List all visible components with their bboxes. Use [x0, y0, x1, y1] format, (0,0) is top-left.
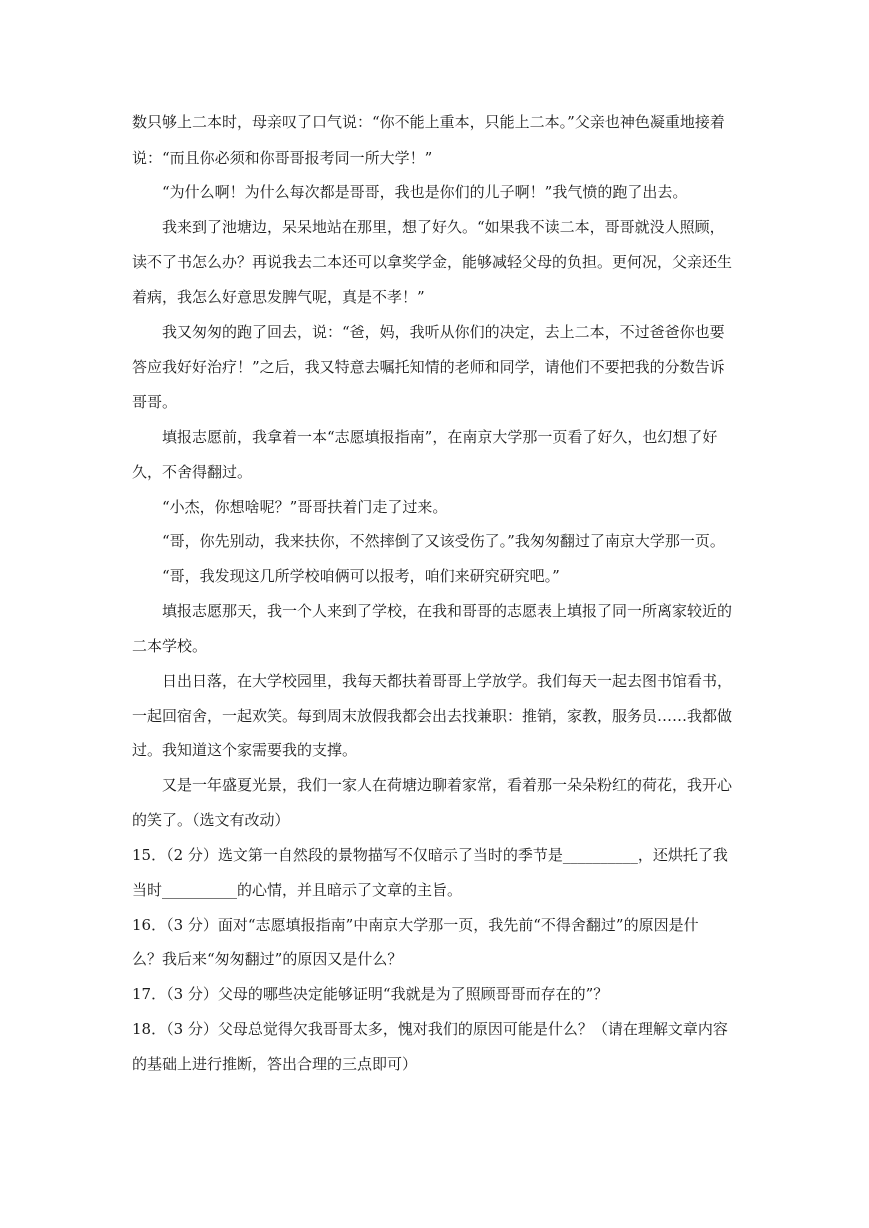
- text-line: 说：“而且你必须和你哥哥报考同一所大学！”: [132, 149, 433, 167]
- text-line: 数只够上二本时，母亲叹了口气说：“你不能上重本，只能上二本。”父亲也神色凝重地接着: [132, 113, 725, 131]
- text-line: 读不了书怎么办？再说我去二本还可以拿奖学金，能够减轻父母的负担。更何况，父亲还生: [132, 253, 733, 271]
- question-16-line: 么？我后来“匆匆翻过”的原因又是什么？: [132, 950, 403, 968]
- text-line: 二本学校。: [132, 637, 208, 655]
- text-line: 一起回宿舍，一起欢笑。每到周末放假我都会出去找兼职：推销，家教，服务员……我都做: [132, 707, 733, 725]
- text-line: 我又匆匆的跑了回去，说：“爸，妈，我听从你们的决定，去上二本，不过爸爸你也要: [162, 323, 725, 341]
- text-line: “小杰，你想啥呢？”哥哥扶着门走了过来。: [162, 498, 448, 516]
- text-line: 的笑了。（选文有改动）: [132, 811, 290, 829]
- text-line: 答应我好好治疗！”之后，我又特意去嘱托知情的老师和同学，请他们不要把我的分数告诉: [132, 358, 725, 376]
- text-line: 久，不舍得翻过。: [132, 463, 253, 481]
- question-17-line: 17．（3 分）父母的哪些决定能够证明“我就是为了照顾哥哥而存在的”？: [132, 985, 609, 1003]
- question-18-line: 18．（3 分）父母总觉得欠我哥哥太多，愧对我们的原因可能是什么？（请在理解文章内容: [132, 1020, 728, 1038]
- text-line: 过。我知道这个家需要我的支撑。: [132, 741, 358, 759]
- text-line: 哥哥。: [132, 393, 178, 411]
- question-16-line: 16．（3 分）面对“志愿填报指南”中南京大学那一页，我先前“不得舍翻过”的原因是什: [132, 916, 699, 934]
- text-line: “为什么啊！为什么每次都是哥哥，我也是你们的儿子啊！”我气愤的跑了出去。: [162, 183, 688, 201]
- text-line: “哥，你先别动，我来扶你，不然摔倒了又该受伤了。”我匆匆翻过了南京大学那一页。: [162, 532, 725, 550]
- text-line: 填报志愿那天，我一个人来到了学校，在我和哥哥的志愿表上填报了同一所离家较近的: [162, 602, 733, 620]
- text-line: 又是一年盛夏光景，我们一家人在荷塘边聊着家常，看着那一朵朵粉红的荷花，我开心: [162, 776, 733, 794]
- text-line: 日出日落，在大学校园里，我每天都扶着哥哥上学放学。我们每天一起去图书馆看书，: [162, 672, 733, 690]
- text-line: 我来到了池塘边，呆呆地站在那里，想了好久。“如果我不读二本，哥哥就没人照顾，: [162, 218, 725, 236]
- text-line: 填报志愿前，我拿着一本“志愿填报指南”，在南京大学那一页看了好久，也幻想了好: [162, 428, 718, 446]
- question-15-line: 当时__________的心情，并且暗示了文章的主旨。: [132, 881, 463, 899]
- question-18-line: 的基础上进行推断，答出合理的三点即可）: [132, 1055, 418, 1073]
- text-line: 着病，我怎么好意思发脾气呢，真是不孝！”: [132, 288, 425, 306]
- text-line: “哥，我发现这几所学校咱俩可以报考，咱们来研究研究吧。”: [162, 567, 560, 585]
- question-15-line: 15．（2 分）选文第一自然段的景物描写不仅暗示了当时的季节是__________，还烘托了我: [132, 846, 728, 864]
